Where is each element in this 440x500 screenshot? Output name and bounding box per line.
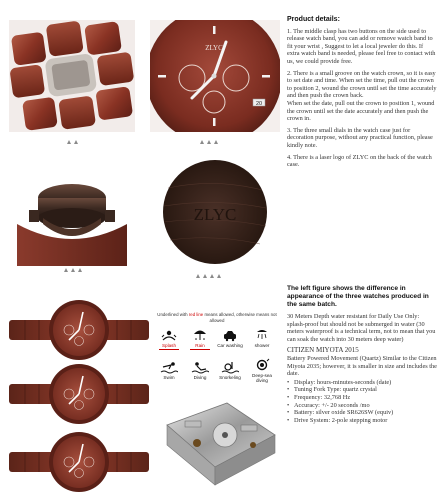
three-watches-photo bbox=[9, 298, 149, 494]
activity-swim bbox=[155, 360, 183, 380]
note-prefix: Underlined with bbox=[157, 312, 188, 317]
activity-splash bbox=[155, 328, 183, 350]
allowed-underline bbox=[159, 349, 179, 350]
deep-sea-diving-icon bbox=[253, 358, 271, 372]
movement-spec-list bbox=[287, 379, 437, 425]
activity-label: Rain bbox=[195, 343, 205, 348]
rain-icon bbox=[191, 328, 209, 342]
activity-label: Car washing bbox=[217, 343, 243, 348]
rating-triangles-4 bbox=[196, 274, 221, 278]
triangle-icon bbox=[217, 274, 221, 278]
detail-paragraph-4: 4. There is a laser logo of ZLYC on the back of the watch case. bbox=[287, 153, 432, 169]
activity-deep-sea-diving bbox=[248, 358, 276, 383]
triangle-icon bbox=[207, 140, 211, 144]
comparison-heading: The left figure shows the difference in appearance of the three watches produced in the same batch. bbox=[287, 285, 429, 308]
note-suffix: means allowed, otherwise means not allowed bbox=[204, 312, 277, 323]
movement-details bbox=[287, 285, 437, 424]
car-washing-icon bbox=[221, 328, 239, 342]
swim-icon bbox=[160, 360, 178, 374]
triangle-icon bbox=[67, 140, 71, 144]
diving-icon bbox=[191, 360, 209, 374]
rating-triangles-2 bbox=[200, 140, 218, 144]
dial-brand: ZLYC bbox=[205, 44, 223, 52]
spec-item: • Accuracy: +/- 20 seconds /mo bbox=[287, 402, 437, 410]
band-links-photo bbox=[9, 20, 135, 132]
detail-paragraph-2a: 2. There is a small groove on the watch crown, so it is easy to set date and time. When set the time, pull out the crown to position 2, wound the crown until set the time accurately and then push the crown back. bbox=[287, 69, 437, 100]
water-note bbox=[153, 312, 281, 323]
movement-body: Battery Powered Movement (Quartz) Similar to the Citizen Miyota 2035; however, it is smaller in size and includes the date. bbox=[287, 354, 437, 378]
splash-icon bbox=[160, 328, 178, 342]
allowed-underline bbox=[190, 349, 210, 350]
spec-item: • Tuning Fork Type: quartz crystal bbox=[287, 386, 437, 394]
water-resistance-text: 30 Meters Depth water resistant for Daily Use Only: splash-proof but should not be submerged in water (30 meters waterproof is a technical term, not to mean that you can soak the watch into 30 meters deep water) bbox=[287, 313, 436, 343]
triangle-icon bbox=[203, 274, 207, 278]
caseback-photo bbox=[150, 158, 280, 266]
triangle-icon bbox=[74, 140, 78, 144]
triangle-icon bbox=[71, 268, 75, 272]
rating-triangles-1 bbox=[67, 140, 78, 144]
product-details-heading: Product details: bbox=[287, 16, 340, 23]
movement-title: CITIZEN MIYOTA 2015 bbox=[287, 346, 359, 355]
movement-photo bbox=[157, 395, 282, 495]
date-window: 20 bbox=[255, 101, 263, 107]
spec-item: • Display: hours-minutes-seconds (date) bbox=[287, 379, 437, 387]
activity-rain bbox=[186, 328, 214, 350]
product-details bbox=[287, 16, 437, 173]
triangle-icon bbox=[214, 140, 218, 144]
triangle-icon bbox=[78, 268, 82, 272]
spec-item: • Battery: silver oxide SR626SW (equiv) bbox=[287, 409, 437, 417]
spec-item: • Drive System: 2-pole stepping motor bbox=[287, 417, 437, 425]
activity-label: Diving bbox=[193, 375, 207, 380]
shower-icon bbox=[253, 328, 271, 342]
watch-face-photo bbox=[150, 20, 280, 132]
activity-label: Splash bbox=[161, 343, 177, 348]
triangle-icon bbox=[64, 268, 68, 272]
activity-label: shower bbox=[254, 343, 270, 348]
activity-label: Snorkeling bbox=[219, 375, 241, 380]
crown-closeup-photo bbox=[9, 158, 135, 266]
triangle-icon bbox=[210, 274, 214, 278]
snorkeling-icon bbox=[221, 360, 239, 374]
detail-paragraph-1: 1. The middle clasp has two buttons on the side used to release watch band, you can add or remove watch band to fit your wrist , Suggest to let a local jeweler do this. If extra watch band is needed, please feel free to contact with us, we could provide free. bbox=[287, 27, 436, 65]
activity-snorkeling bbox=[216, 360, 244, 380]
activity-label: Swim bbox=[163, 375, 175, 380]
note-red-text: red line bbox=[188, 312, 204, 317]
detail-paragraph-3: 3. The three small dials in the watch case just for decoration purpose, without any practical function, please kindly note. bbox=[287, 126, 433, 149]
activity-diving bbox=[186, 360, 214, 380]
activity-label: Deep-sea diving bbox=[252, 373, 272, 383]
detail-paragraph-2b: When set the date, pull out the crown to position 1, wound the crown until set the date accurately and then push the crown in. bbox=[287, 99, 435, 123]
rating-triangles-3 bbox=[64, 268, 82, 272]
caseback-engraving: ZLYC bbox=[193, 205, 237, 224]
activity-car-washing bbox=[216, 328, 244, 348]
activity-shower bbox=[248, 328, 276, 348]
spec-item: • Frequency: 32,768 Hz bbox=[287, 394, 437, 402]
triangle-icon bbox=[200, 140, 204, 144]
triangle-icon bbox=[196, 274, 200, 278]
